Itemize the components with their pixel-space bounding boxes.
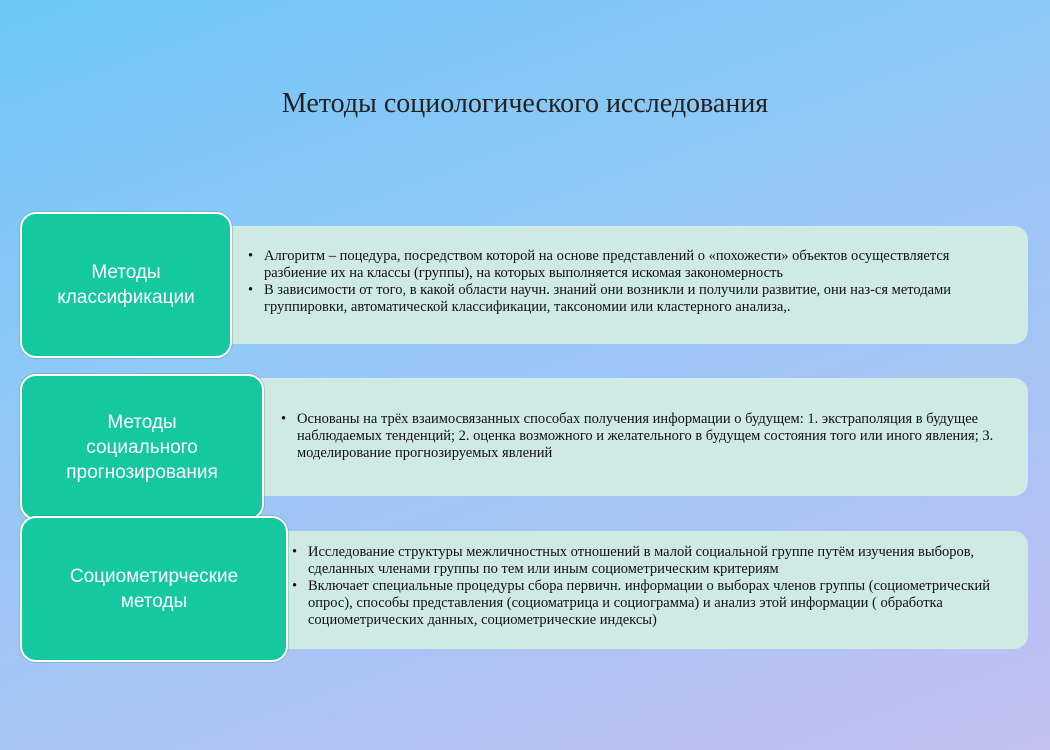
forecasting-bullet-list — [281, 411, 1006, 462]
classification-bullet-1: • Алгоритм – поцедура, посредством которой на основе представлений о «похожести» объектов осуществляется разбиение их на классы (группы), на которых выполняется искомая закономерность — [248, 248, 1008, 282]
sociometric-bullet-1: • Исследование структуры межличностных отношений в малой социальной группе путём изучения выборов, сделанных членами группы по тем или иным социометрическим критериям — [292, 544, 1014, 578]
sociometric-methods-box — [20, 516, 288, 662]
classification-bullet-2: • В зависимости от того, в какой области научн. знаний они возникли и получили развитие, они наз-ся методами группировки, автоматической классификации, таксономии или кластерного анализа,. — [248, 282, 1008, 316]
sociometric-bullet-list — [292, 544, 1014, 629]
slide-title: Методы социологического исследования — [281, 88, 769, 119]
sociometric-bullet-2: • Включает специальные процедуры сбора первичн. информации о выборах членов группы (социометрический опрос), способы представления (социоматрица и социограмма) и анализ этой информации ( обработка социометрических данных, социометрические индексы) — [292, 578, 1014, 629]
forecasting-methods-box — [20, 374, 264, 520]
forecasting-methods-label: Методы социального прогнозирования — [66, 411, 218, 483]
classification-methods-box — [20, 212, 232, 358]
classification-description — [200, 226, 1028, 344]
forecasting-description — [235, 378, 1028, 496]
forecasting-bullet-1: • Основаны на трёх взаимосвязанных способах получения информации о будущем: 1. экстраполяция в будущее наблюдаемых тенденций; 2. оценка возможного и желательного в будущем состояния того или иного явления; 3. моделирование прогнозируемых явлений — [281, 411, 1006, 462]
classification-bullet-list — [248, 248, 1008, 316]
classification-methods-label: Методы классификации — [57, 262, 195, 308]
sociometric-methods-label: Социометирческие методы — [69, 566, 239, 612]
sociometric-description — [262, 531, 1028, 649]
